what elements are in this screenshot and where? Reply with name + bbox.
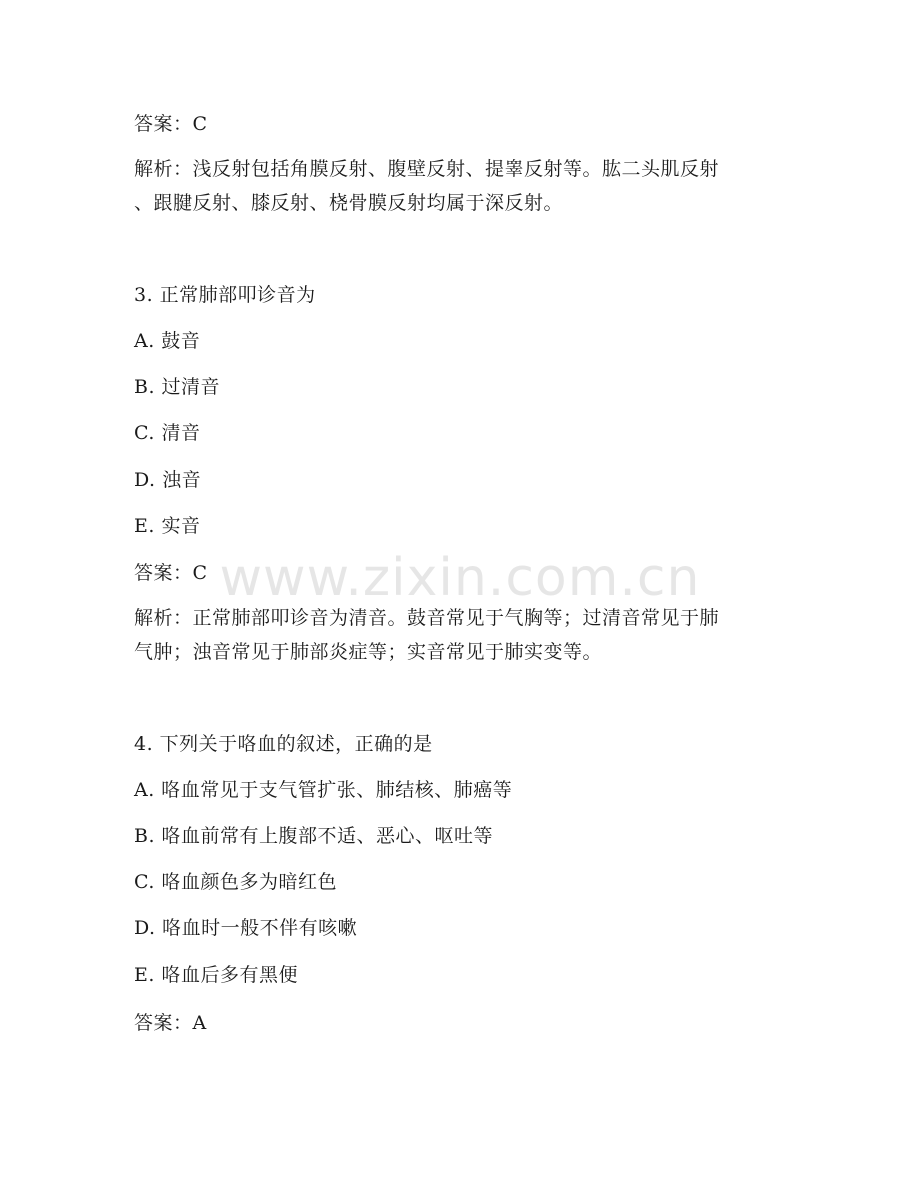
- q3-analysis-line-1: 解析：正常肺部叩诊音为清音。鼓音常见于气胸等；过清音常见于肺: [134, 607, 720, 629]
- q2-analysis-line-1: 解析：浅反射包括角膜反射、腹壁反射、提睾反射等。肱二头肌反射: [134, 158, 720, 180]
- q2-analysis-line-2: 、跟腱反射、膝反射、桡骨膜反射均属于深反射。: [134, 192, 564, 214]
- q3-option-a: A. 鼓音: [134, 330, 201, 352]
- q3-option-b: B. 过清音: [134, 376, 221, 398]
- q3-answer: 答案：C: [134, 562, 208, 584]
- q3-option-d: D. 浊音: [134, 469, 202, 491]
- q3-analysis-line-2: 气肿；浊音常见于肺部炎症等；实音常见于肺实变等。: [134, 641, 603, 663]
- q4-option-c: C. 咯血颜色多为暗红色: [134, 871, 337, 893]
- watermark: www.zixin.com.cn: [219, 548, 701, 608]
- q3-option-c: C. 清音: [134, 422, 201, 444]
- q4-option-d: D. 咯血时一般不伴有咳嗽: [134, 917, 358, 939]
- q4-option-e: E. 咯血后多有黑便: [134, 964, 298, 986]
- q4-answer: 答案：A: [134, 1012, 207, 1034]
- q3-question: 3. 正常肺部叩诊音为: [134, 284, 316, 306]
- q2-answer: 答案：C: [134, 113, 208, 135]
- q4-option-b: B. 咯血前常有上腹部不适、恶心、呕吐等: [134, 825, 494, 847]
- q3-option-e: E. 实音: [134, 515, 201, 537]
- q4-question: 4. 下列关于咯血的叙述，正确的是: [134, 733, 433, 755]
- q4-option-a: A. 咯血常见于支气管扩张、肺结核、肺癌等: [134, 779, 513, 801]
